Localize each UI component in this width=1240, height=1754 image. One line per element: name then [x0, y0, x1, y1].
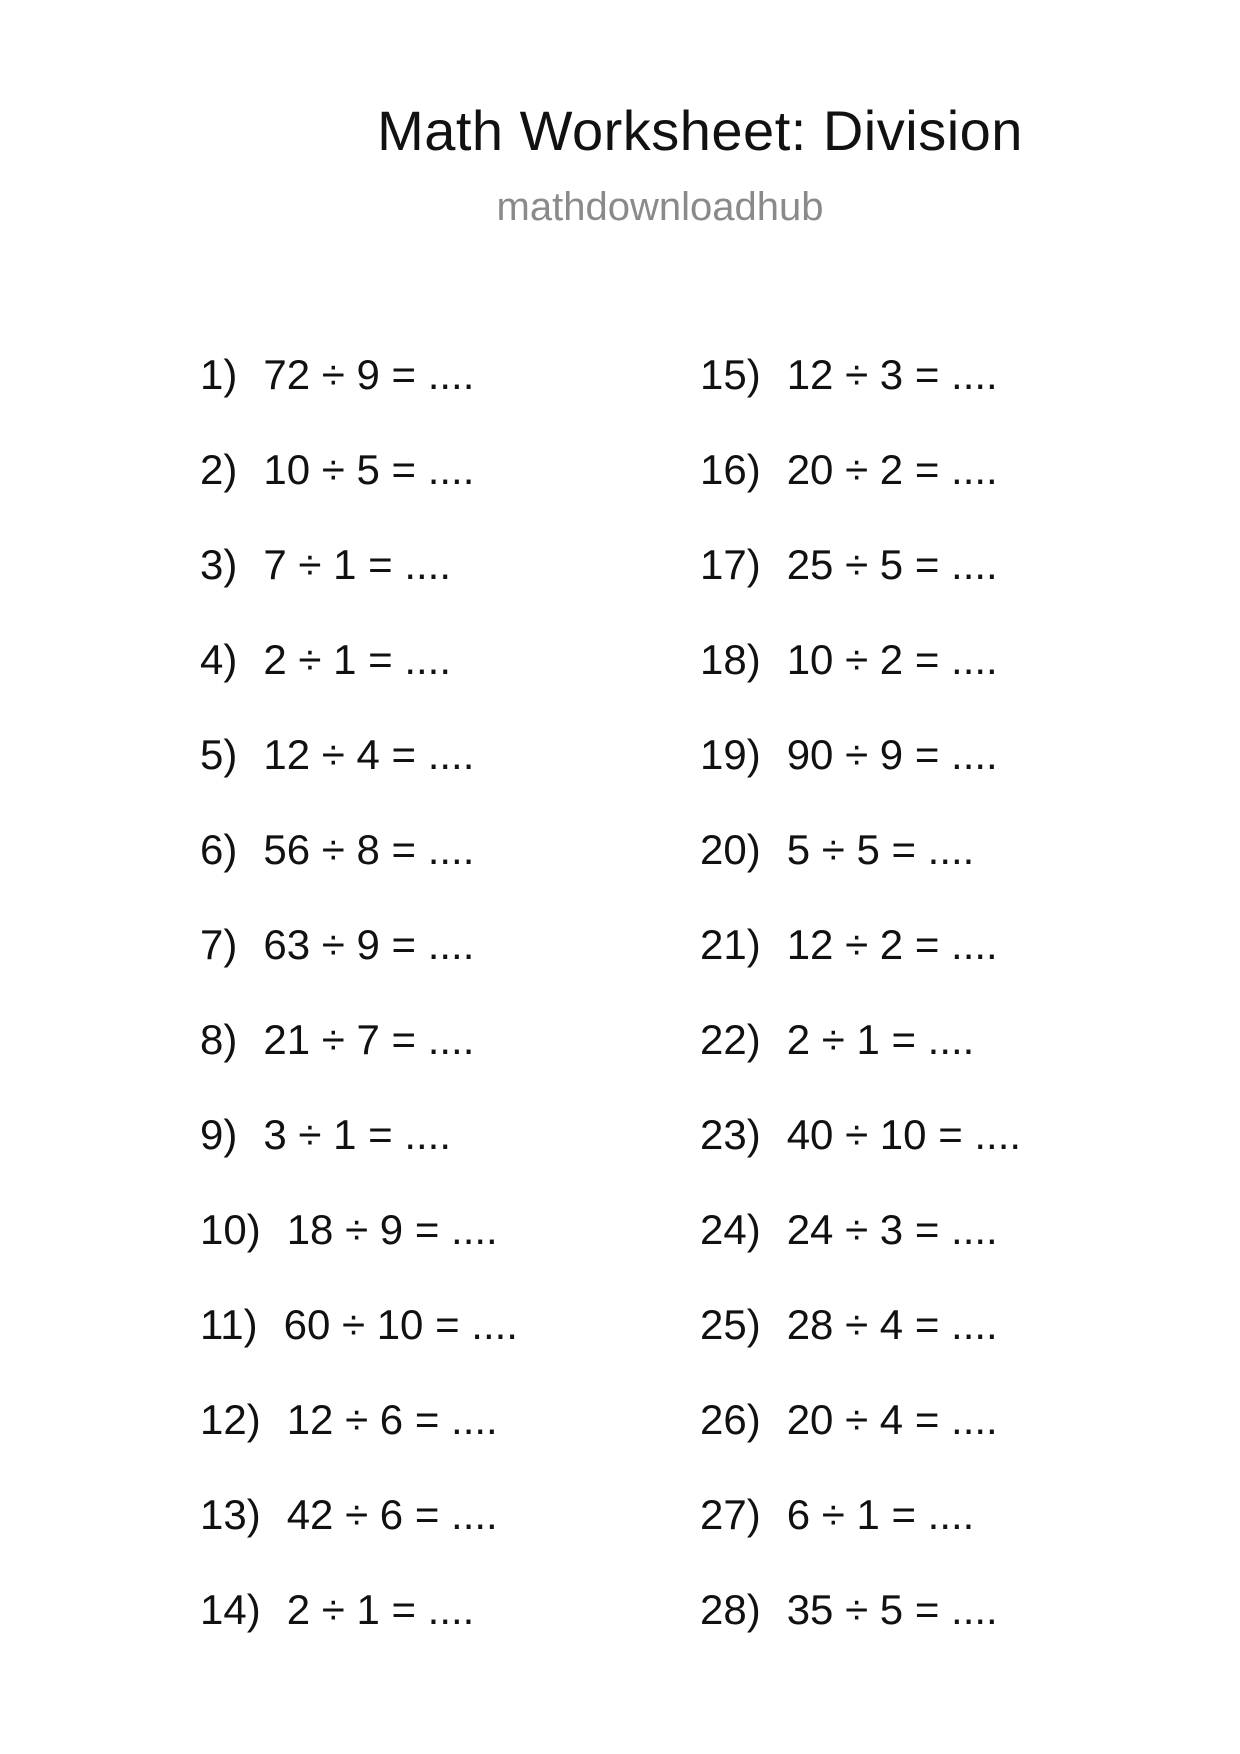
problem-item — [700, 1005, 1021, 1100]
problem-number: 27) — [700, 1491, 761, 1538]
problem-number: 8) — [200, 1016, 238, 1063]
problem-item — [700, 1100, 1021, 1195]
problem-expression: 21 ÷ 7 = .... — [263, 1016, 475, 1063]
problem-number: 2) — [200, 446, 238, 493]
problem-expression: 12 ÷ 4 = .... — [263, 731, 475, 778]
problem-item — [700, 1480, 1021, 1575]
problem-item — [200, 435, 518, 530]
problem-expression: 12 ÷ 6 = .... — [286, 1396, 498, 1443]
problem-expression: 6 ÷ 1 = .... — [786, 1491, 975, 1538]
problem-expression: 10 ÷ 2 = .... — [786, 636, 998, 683]
problem-item — [200, 910, 518, 1005]
problem-item — [700, 1290, 1021, 1385]
problem-item — [700, 910, 1021, 1005]
problem-expression: 7 ÷ 1 = .... — [263, 541, 452, 588]
problem-expression: 20 ÷ 4 = .... — [786, 1396, 998, 1443]
problem-expression: 2 ÷ 1 = .... — [263, 636, 452, 683]
problem-expression: 24 ÷ 3 = .... — [786, 1206, 998, 1253]
problem-list-right — [700, 340, 1021, 1670]
problem-item — [200, 1100, 518, 1195]
problem-list-left — [200, 340, 518, 1670]
problem-expression: 2 ÷ 1 = .... — [786, 1016, 975, 1063]
problem-item — [200, 1195, 518, 1290]
problem-number: 25) — [700, 1301, 761, 1348]
problem-expression: 63 ÷ 9 = .... — [263, 921, 475, 968]
problem-expression: 12 ÷ 2 = .... — [786, 921, 998, 968]
problem-item — [200, 1575, 518, 1670]
problem-number: 16) — [700, 446, 761, 493]
problem-number: 18) — [700, 636, 761, 683]
problem-item — [700, 815, 1021, 910]
problem-number: 11) — [200, 1301, 258, 1348]
source-label: mathdownloadhub — [496, 185, 824, 229]
problem-number: 24) — [700, 1206, 761, 1253]
problem-number: 15) — [700, 351, 761, 398]
problem-expression: 40 ÷ 10 = .... — [786, 1111, 1022, 1158]
problem-item — [200, 1385, 518, 1480]
problem-item — [200, 625, 518, 720]
page-title: Math Worksheet: Division — [377, 99, 1023, 162]
problem-expression: 90 ÷ 9 = .... — [786, 731, 998, 778]
problem-expression: 12 ÷ 3 = .... — [786, 351, 998, 398]
problem-number: 10) — [200, 1206, 261, 1253]
problem-number: 9) — [200, 1111, 238, 1158]
problem-number: 17) — [700, 541, 761, 588]
problem-expression: 20 ÷ 2 = .... — [786, 446, 998, 493]
problem-item — [200, 530, 518, 625]
problem-expression: 72 ÷ 9 = .... — [263, 351, 475, 398]
problem-expression: 60 ÷ 10 = .... — [283, 1301, 518, 1348]
problem-item — [700, 435, 1021, 530]
problem-number: 20) — [700, 826, 761, 873]
problem-item — [200, 1290, 518, 1385]
problem-item — [200, 720, 518, 815]
problem-expression: 2 ÷ 1 = .... — [286, 1586, 475, 1633]
problem-item — [700, 1575, 1021, 1670]
problem-item — [200, 815, 518, 910]
problem-number: 23) — [700, 1111, 761, 1158]
problem-expression: 28 ÷ 4 = .... — [786, 1301, 998, 1348]
problem-expression: 18 ÷ 9 = .... — [286, 1206, 498, 1253]
problem-number: 26) — [700, 1396, 761, 1443]
problem-number: 13) — [200, 1491, 261, 1538]
problem-item — [700, 530, 1021, 625]
problem-number: 22) — [700, 1016, 761, 1063]
problem-expression: 3 ÷ 1 = .... — [263, 1111, 452, 1158]
problem-item — [700, 1385, 1021, 1480]
problem-expression: 5 ÷ 5 = .... — [786, 826, 975, 873]
problem-item — [700, 1195, 1021, 1290]
problem-expression: 35 ÷ 5 = .... — [786, 1586, 998, 1633]
problem-number: 4) — [200, 636, 238, 683]
problem-item — [700, 340, 1021, 435]
problem-item — [200, 1480, 518, 1575]
problem-item — [700, 625, 1021, 720]
problem-number: 21) — [700, 921, 761, 968]
problem-number: 14) — [200, 1586, 261, 1633]
problem-number: 3) — [200, 541, 238, 588]
problem-number: 1) — [200, 351, 238, 398]
problem-expression: 56 ÷ 8 = .... — [263, 826, 475, 873]
problem-item — [200, 340, 518, 435]
problem-expression: 10 ÷ 5 = .... — [263, 446, 475, 493]
problem-number: 6) — [200, 826, 238, 873]
problem-number: 7) — [200, 921, 238, 968]
problem-item — [700, 720, 1021, 815]
problem-expression: 25 ÷ 5 = .... — [786, 541, 998, 588]
problem-number: 5) — [200, 731, 238, 778]
problem-number: 12) — [200, 1396, 261, 1443]
problem-item — [200, 1005, 518, 1100]
problem-number: 28) — [700, 1586, 761, 1633]
problem-number: 19) — [700, 731, 761, 778]
problem-expression: 42 ÷ 6 = .... — [286, 1491, 498, 1538]
